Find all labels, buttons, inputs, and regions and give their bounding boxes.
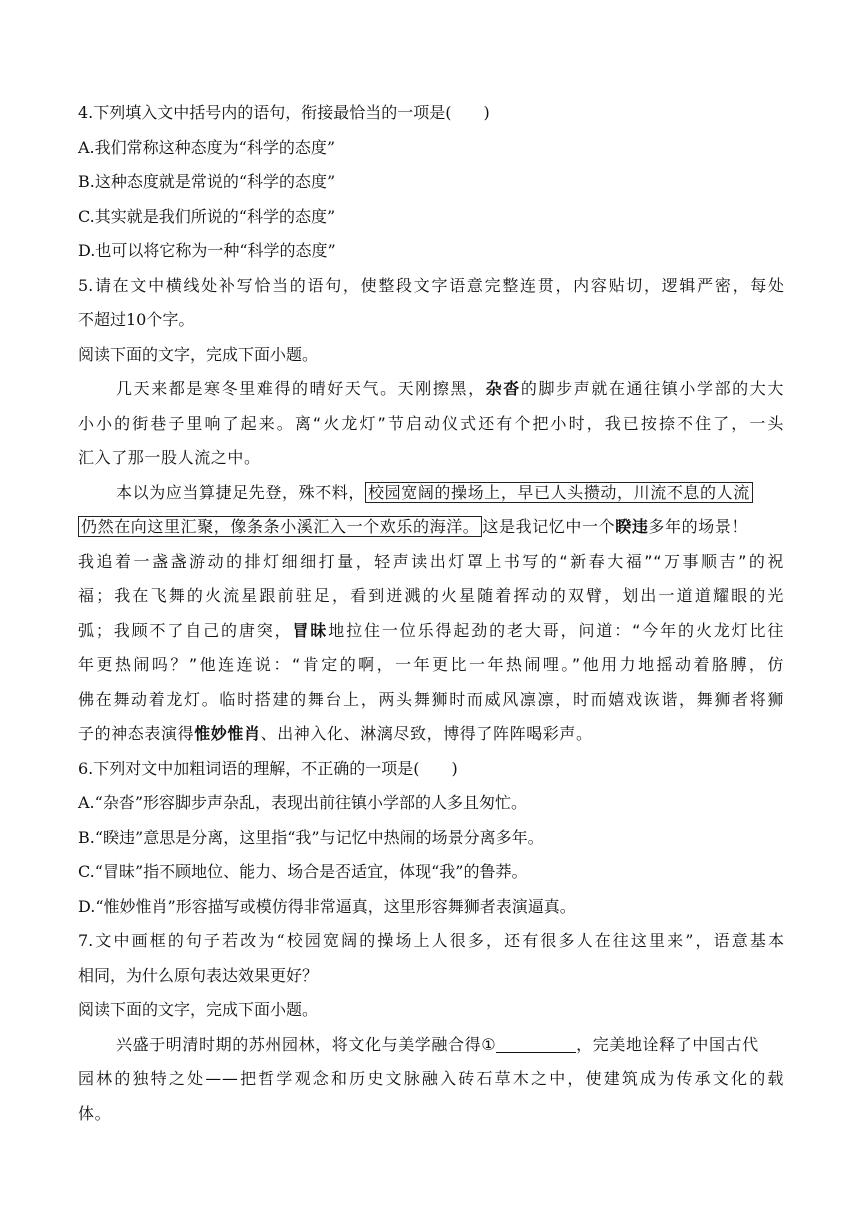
passage-2-line: 体。 [78, 1103, 112, 1123]
text-run: 多年的场景！ [648, 517, 749, 536]
question-4-stem: 4.下列填入文中括号内的语句，衔接最恰当的一项是( ) [78, 103, 490, 122]
passage-1 [78, 372, 784, 752]
text-run: 地拉住一位乐得起劲的老大哥，问道：“今年的火龙灯比往 [328, 620, 785, 640]
boxed-sentence-part-2: 仍然在向这里汇聚，像条条小溪汇入一个欢乐的海洋。 [78, 516, 482, 537]
passage-1-line: 小小的街巷子里响了起来。离“火龙灯”节启动仪式还有个把小时，我已按捺不住了，一头 [78, 413, 784, 433]
boxed-sentence-part-1: 校园宽阔的操场上，早已人头攒动，川流不息的人流 [365, 482, 753, 503]
question-6-option-d: D.“惟妙惟肖”形容描写或模仿得非常逼真，这里形容舞狮者表演逼真。 [78, 896, 576, 916]
passage-2-line [78, 1028, 784, 1063]
passage-1-line: 福；我在飞舞的火流星跟前驻足，看到迸溅的火星随着挥动的双臂，划出一道道耀眼的光 [78, 586, 784, 605]
bold-term-maomei: 冒昧 [292, 620, 329, 640]
passage-1-line [78, 717, 784, 752]
text-run: 子的神态表演得 [78, 724, 195, 743]
question-4-option-a: A.我们常称这种态度为“科学的态度” [78, 137, 336, 157]
answer-blank-1[interactable] [496, 1034, 576, 1053]
passage-1-line [78, 372, 784, 407]
reading-instruction-1: 阅读下面的文字，完成下面小题。 [78, 344, 319, 364]
question-6-option-b: B.“睽违”意思是分离，这里指“我”与记忆中热闹的场景分离多年。 [78, 827, 544, 847]
document-page [78, 96, 784, 1131]
text-run: ，完美地诠释了中国古代 [576, 1034, 759, 1054]
bold-term-kuiwei: 睽违 [615, 517, 649, 536]
question-6-option-a: A.“杂沓”形容脚步声杂乱，表现出前往镇小学部的人多且匆忙。 [78, 793, 528, 812]
passage-1-line: 我追着一盏盏游动的排灯细细打量，轻声读出灯罩上书写的“新春大福”“万事顺吉”的祝 [78, 551, 784, 571]
question-5-line-1: 5.请在文中横线处补写恰当的语句，使整段文字语意完整连贯，内容贴切，逻辑严密，每处 [78, 275, 784, 295]
text-run: 、出神入化、淋漓尽致，博得了阵阵喝彩声。 [260, 724, 593, 743]
text-run: 本以为应当算捷足先登，殊不料， [116, 482, 366, 502]
passage-1-line [78, 614, 784, 649]
bold-term-zata: 杂沓 [485, 379, 521, 398]
reading-instruction-2: 阅读下面的文字，完成下面小题。 [78, 1000, 319, 1019]
passage-1-line [78, 476, 784, 511]
question-4-option-b: B.这种态度就是常说的“科学的态度” [78, 172, 336, 191]
question-5-line-2: 不超过10个字。 [78, 310, 195, 329]
passage-2-line: 园林的独特之处——把哲学观念和历史文脉融入砖石草木之中，使建筑成为传承文化的载 [78, 1069, 784, 1088]
passage-1-line: 佛在舞动着龙灯。临时搭建的舞台上，两头舞狮时而威风凛凛，时而嬉戏诙谐，舞狮者将狮 [78, 689, 784, 709]
text-run: 这是我记忆中一个 [482, 517, 616, 536]
passage-2 [78, 1028, 784, 1132]
question-6-option-c: C.“冒昧”指不顾地位、能力、场合是否适宜，体现“我”的鲁莽。 [78, 862, 528, 881]
question-7-line-2: 相同，为什么原句表达效果更好？ [78, 965, 319, 985]
bold-term-weimiaoweixiao: 惟妙惟肖 [194, 724, 261, 743]
passage-1-line: 年更热闹吗？”他连连说：“肯定的啊，一年更比一年热闹哩。”他用力地摇动着胳膊，仿 [78, 655, 784, 674]
text-run: 弧；我顾不了自己的唐突， [78, 620, 293, 640]
question-7-line-1: 7.文中画框的句子若改为“校园宽阔的操场上人很多，还有很多人在往这里来”，语意基本 [78, 931, 784, 950]
text-run: 的脚步声就在通往镇小学部的大大 [520, 379, 784, 398]
passage-1-line: 汇入了那一股人流之中。 [78, 448, 261, 467]
text-run: 兴盛于明清时期的苏州园林，将文化与美学融合得 [116, 1034, 482, 1054]
text-run: 几天来都是寒冬里难得的晴好天气。天刚擦黑， [116, 379, 486, 398]
passage-1-line [78, 510, 784, 545]
blank-number-1: ① [481, 1034, 497, 1054]
question-6-stem: 6.下列对文中加粗词语的理解，不正确的一项是( ) [78, 758, 458, 778]
question-4-option-c: C.其实就是我们所说的“科学的态度” [78, 206, 336, 226]
question-4-option-d: D.也可以将它称为一种“科学的态度” [78, 241, 336, 260]
